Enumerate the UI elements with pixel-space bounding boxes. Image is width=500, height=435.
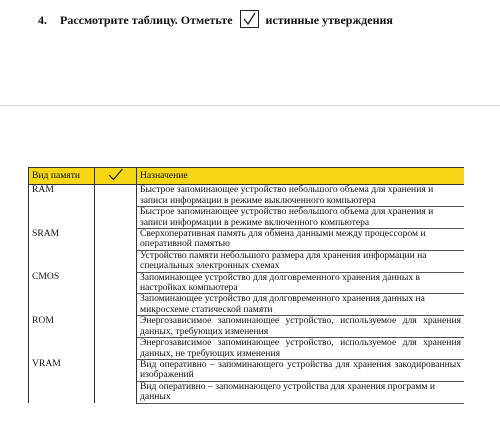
memory-type-cell (29, 294, 95, 316)
purpose-cell: Быстрое запоминающее устройство небольшого объема для хранения и записи информации в режиме выключенного компьютера (137, 185, 465, 207)
memory-table (28, 167, 464, 435)
memory-type-cell: VRAM (29, 359, 95, 381)
task-title (38, 10, 393, 28)
table-row (29, 294, 465, 316)
table-row (29, 207, 465, 229)
memory-type-cell: ROM (29, 316, 95, 338)
table-row (29, 338, 465, 360)
table-row (29, 381, 465, 403)
memory-type-cell (29, 338, 95, 360)
task-number: 4. (38, 13, 47, 27)
checkmark-icon (240, 10, 259, 28)
check-cell[interactable] (95, 316, 137, 338)
header-purpose: Назначение (137, 168, 465, 185)
memory-type-cell (29, 381, 95, 403)
check-cell[interactable] (95, 359, 137, 381)
purpose-cell: Вид оперативно – запоминающего устройства для хранения программ и данных (137, 381, 465, 403)
check-cell[interactable] (95, 294, 137, 316)
purpose-cell: Вид оперативно – запоминающего устройства для хранения закодированных изображений (137, 359, 465, 381)
purpose-cell: Устройство памяти небольшого размера для хранения информации на специальных электронных схемах (137, 250, 465, 272)
memory-type-cell (29, 207, 95, 229)
check-cell[interactable] (95, 185, 137, 207)
memory-type-cell: SRAM (29, 229, 95, 251)
purpose-cell: Запоминающее устройство для долговременного хранения данных на микросхеме статической памяти (137, 294, 465, 316)
purpose-cell: Запоминающее устройство для долговременного хранения данных в настройках компьютера (137, 272, 465, 294)
memory-type-cell: CMOS (29, 272, 95, 294)
memory-type-cell (29, 250, 95, 272)
check-cell[interactable] (95, 338, 137, 360)
table-header-row (29, 168, 465, 185)
table-row (29, 316, 465, 338)
check-cell[interactable] (95, 207, 137, 229)
table-row (29, 229, 465, 251)
table-row (29, 185, 465, 207)
check-cell[interactable] (95, 229, 137, 251)
task-text-after: истинные утверждения (265, 13, 393, 27)
checkmark-icon (107, 168, 125, 181)
check-cell[interactable] (95, 272, 137, 294)
table-row (29, 250, 465, 272)
purpose-cell: Энергозависимое запоминающее устройство, используемое для хранения данных, требующих изменения (137, 316, 465, 338)
check-cell[interactable] (95, 381, 137, 403)
purpose-cell: Быстрое запоминающее устройство небольшого объема для хранения и записи информации в режиме включенного компьютера (137, 207, 465, 229)
task-text-before: Рассмотрите таблицу. Отметьте (60, 13, 233, 27)
header-check (95, 168, 137, 185)
table-row (29, 359, 465, 381)
table-row (29, 272, 465, 294)
check-cell[interactable] (95, 250, 137, 272)
header-memory-type: Вид памяти (29, 168, 95, 185)
purpose-cell: Энергозависимое запоминающее устройство, используемое для хранения данных, не требующих изменения (137, 338, 465, 360)
divider (0, 105, 500, 106)
purpose-cell: Сверхоперативная память для обмена данными между процессором и оперативной памятью (137, 229, 465, 251)
memory-type-cell: RAM (29, 185, 95, 207)
